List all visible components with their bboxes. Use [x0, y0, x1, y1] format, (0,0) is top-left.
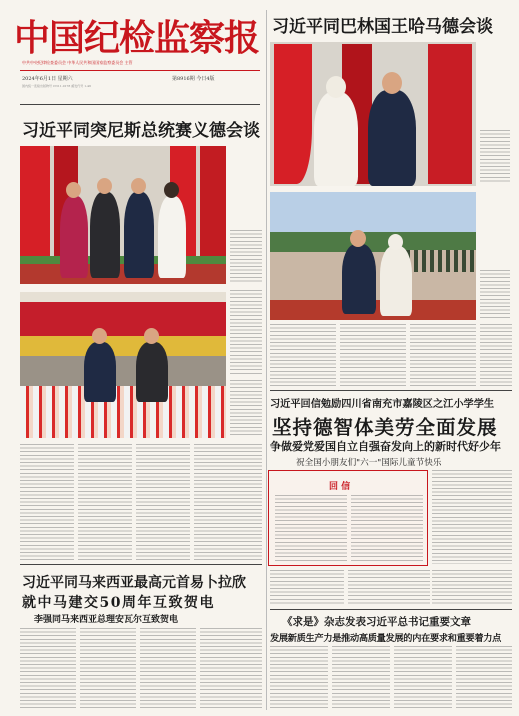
caption-tunisia-1	[230, 230, 262, 282]
body-qiushi-col4	[456, 646, 512, 708]
caption-bahrain-1	[480, 130, 510, 184]
head-king-2	[388, 234, 403, 250]
headline-sichuan-main-2: 争做爱党爱国自立自强奋发向上的新时代好少年	[270, 440, 501, 453]
person-xi	[368, 90, 416, 186]
body-malaysia-col4	[200, 628, 262, 708]
photo-tunisia-welcome	[20, 292, 226, 438]
person-peng	[158, 196, 186, 278]
person-king	[314, 92, 358, 186]
flag-china-left	[274, 44, 312, 184]
masthead-rule	[20, 70, 260, 71]
body-sichuan-right-2	[432, 570, 512, 606]
person-wife-saied	[60, 196, 88, 278]
body-malaysia-col3	[140, 628, 196, 708]
body-qiushi-col1	[270, 646, 328, 708]
photo-bahrain-ceremony	[270, 192, 476, 320]
head-saied-2	[144, 328, 159, 344]
rule-bahrain-bottom	[270, 390, 512, 391]
body-malaysia-col2	[80, 628, 136, 708]
body-tunisia-col4	[194, 444, 262, 560]
body-qiushi-col3	[394, 646, 452, 708]
head-peng	[164, 182, 179, 198]
head-xi-2	[350, 230, 366, 247]
body-qiushi-col2	[332, 646, 390, 708]
headline-sichuan-lead: 习近平回信勉励四川省南充市嘉陵区之江小学学生	[270, 398, 495, 410]
letter-body-2	[351, 495, 423, 561]
person-saied	[90, 192, 120, 278]
body-bahrain-col2	[340, 324, 406, 386]
body-malaysia-col1	[20, 628, 76, 708]
letter-box	[268, 470, 428, 566]
body-bahrain-col4	[480, 324, 512, 386]
head-xi-4	[92, 328, 107, 344]
flower-bed	[20, 256, 226, 264]
headline-sichuan-sub: 祝全国小朋友们"六一"国际儿童节快乐	[296, 458, 442, 468]
letter-body-1	[275, 495, 347, 561]
person-xi-2	[342, 244, 376, 314]
photo-bahrain-handshake	[270, 42, 476, 186]
masthead-small-line: 国内统一连续出版物号 CN11-0178 邮发代号 1-46	[22, 84, 91, 88]
head-xi	[382, 72, 402, 94]
headline-malaysia-sub: 李强同马来西亚总理安瓦尔互致贺电	[34, 615, 179, 625]
person-xi-3	[124, 192, 154, 278]
headline-malaysia-1: 习近平同马来西亚最高元首易卜拉欣	[22, 575, 246, 591]
headline-qiushi-1: 《求是》杂志发表习近平总书记重要文章	[282, 616, 471, 628]
person-xi-4	[84, 342, 116, 402]
head-king	[326, 76, 346, 98]
paved-ground	[20, 356, 226, 386]
headline-malaysia-2: 就中马建交50周年互致贺电	[22, 595, 215, 611]
side-col-right-of-tunisia	[230, 290, 262, 374]
headline-tunisia: 习近平同突尼斯总统赛义德会谈	[22, 121, 260, 141]
body-sichuan-mid	[348, 570, 430, 606]
body-tunisia-col1	[20, 444, 74, 560]
body-tunisia-col2	[78, 444, 132, 560]
head-saied	[97, 178, 112, 194]
center-divider	[266, 10, 267, 710]
photo-tunisia-group	[20, 146, 226, 284]
headline-bahrain: 习近平同巴林国王哈马德会谈	[272, 17, 493, 37]
headline-qiushi-2: 发展新质生产力是推动高质量发展的内在要求和重要着力点	[270, 633, 502, 644]
masthead-bottom-rule	[20, 104, 260, 105]
carpet	[20, 264, 226, 284]
head-xi-3	[131, 178, 146, 194]
body-sichuan-right	[432, 470, 512, 564]
masthead-issue: 第8916期 今日4版	[172, 76, 215, 82]
body-sichuan-left	[270, 570, 344, 606]
masthead-sponsor: 中共中央纪律检查委员会 中华人民共和国国家监察委员会 主管	[22, 60, 133, 65]
headline-sichuan-main-1: 坚持德智体美劳全面发展	[272, 416, 498, 439]
masthead-title: 中国纪检监察报	[14, 17, 260, 59]
caption-bahrain-2	[480, 270, 510, 318]
head-wife-saied	[66, 182, 81, 198]
flag-tunisia-right	[200, 146, 226, 266]
flag-tunisia-left	[20, 146, 50, 266]
red-flower-bank	[20, 302, 226, 336]
yellow-flower-bank	[20, 336, 226, 356]
flag-bahrain	[428, 44, 472, 184]
person-saied-2	[136, 342, 168, 402]
letter-title: 回 信	[329, 482, 351, 492]
person-king-2	[380, 246, 412, 316]
body-bahrain-col3	[410, 324, 476, 386]
caption-tunisia-2	[230, 380, 262, 436]
tree-line	[270, 232, 476, 252]
masthead-date: 2024年6月1日 星期六	[22, 76, 73, 82]
rule-tunisia-bottom	[20, 564, 262, 565]
rule-sichuan-bottom	[270, 609, 512, 610]
body-tunisia-col3	[136, 444, 190, 560]
body-bahrain-col1	[270, 324, 336, 386]
children-crowd	[20, 386, 226, 438]
